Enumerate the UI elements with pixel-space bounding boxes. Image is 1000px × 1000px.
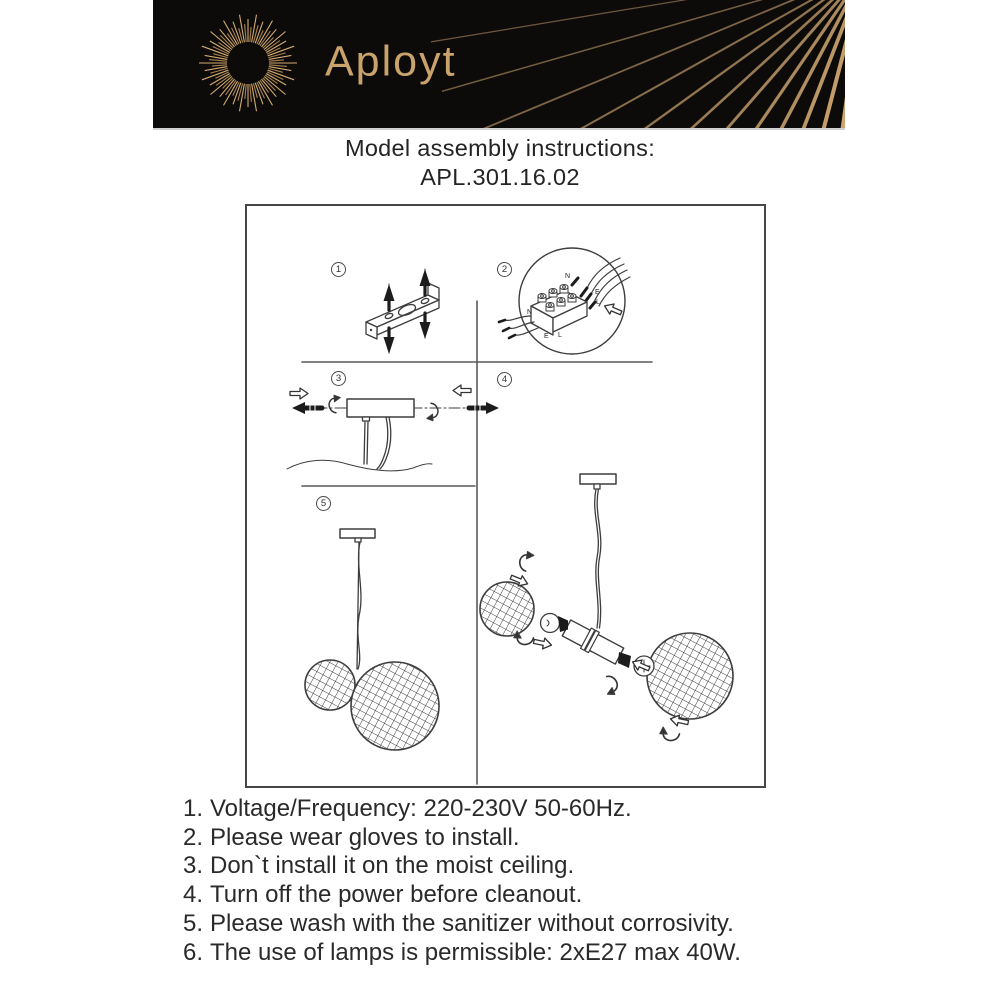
instruction-item	[183, 824, 863, 853]
instruction-text: Please wear gloves to install.	[210, 823, 520, 851]
instruction-number: 6.	[183, 938, 204, 966]
instruction-item	[183, 939, 863, 968]
banner-decoration	[153, 0, 845, 128]
sunburst-center	[229, 44, 267, 82]
brand-logo-text: Aployt	[325, 37, 457, 86]
step-5-badge: 5	[316, 496, 331, 511]
wire-label-l-in: L	[596, 299, 600, 306]
model-number: APL.301.16.02	[420, 164, 580, 190]
title-block	[0, 133, 1000, 192]
instruction-number: 4.	[183, 881, 204, 909]
assembly-diagram-box	[245, 204, 766, 788]
step-3-badge: 3	[331, 371, 346, 386]
instruction-number: 1.	[183, 795, 204, 822]
wire-label-e-in: E	[595, 289, 600, 296]
instruction-text: The use of lamps is permissible: 2xE27 max 40W.	[210, 938, 741, 966]
canopy-drawing	[287, 385, 499, 471]
exploded-assembly-drawing	[480, 474, 733, 741]
page-title: Model assembly instructions:	[344, 135, 656, 161]
instruction-text: Turn off the power before cleanout.	[210, 881, 583, 909]
instruction-text: Voltage/Frequency: 220-230V 50-60Hz.	[210, 795, 632, 822]
instruction-item	[183, 910, 863, 939]
wire-label-e-out: E	[544, 333, 549, 340]
assembled-lamp-drawing	[305, 529, 439, 750]
step-4-badge: 4	[497, 372, 512, 387]
instruction-text: Please wash with the sanitizer without corrosivity.	[210, 909, 734, 937]
corner-rays-decoration	[431, 0, 845, 128]
instruction-number: 3.	[183, 852, 204, 880]
instruction-item	[183, 852, 863, 881]
instruction-item	[183, 881, 863, 910]
instruction-number: 2.	[183, 823, 204, 851]
wire-label-n-out: N	[527, 309, 533, 316]
brand-banner	[153, 0, 845, 128]
instruction-text: Don`t install it on the moist ceiling.	[210, 852, 575, 880]
step-2-badge: 2	[497, 262, 512, 277]
step-1-badge: 1	[331, 262, 346, 277]
instruction-item	[183, 795, 863, 824]
terminal-block-drawing	[499, 248, 630, 354]
instruction-list	[183, 795, 863, 967]
wire-label-l-out: L	[558, 332, 562, 339]
wire-label-n-in: N	[565, 273, 571, 280]
bracket-drawing	[366, 269, 439, 354]
instruction-number: 5.	[183, 909, 204, 937]
